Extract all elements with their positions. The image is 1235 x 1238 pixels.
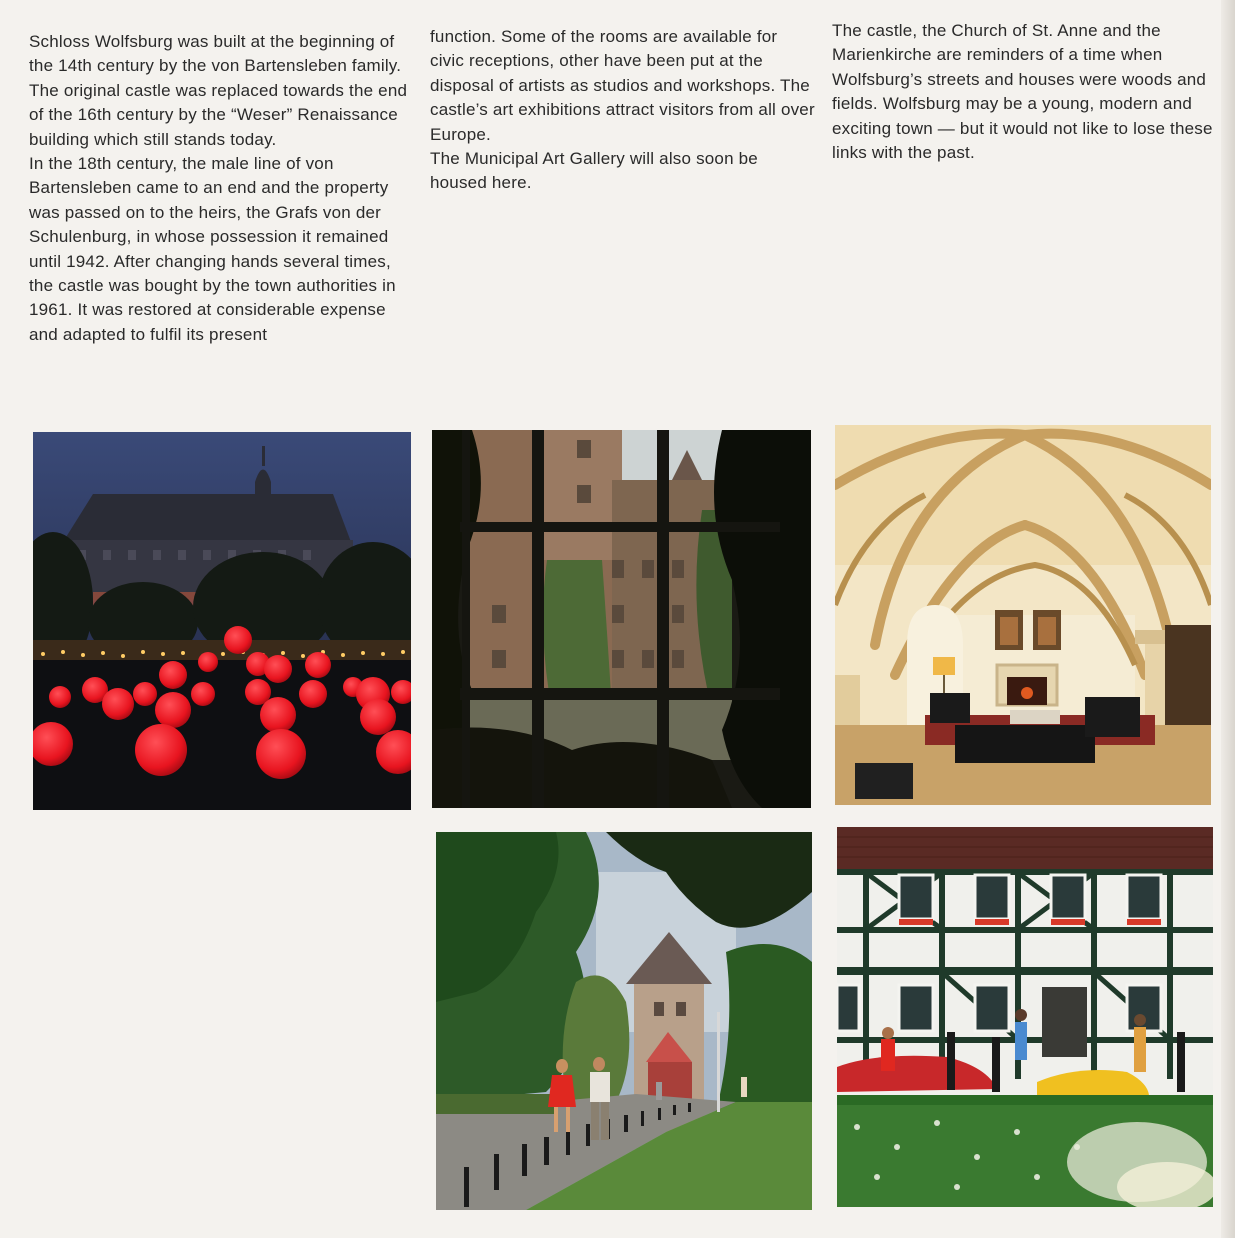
couple-walking-tower-path-photo <box>436 832 812 1210</box>
vaulted-hall-interior-photo <box>835 425 1211 805</box>
castle-courtyard-through-window-photo <box>432 430 811 808</box>
paragraph: In the 18th century, the male line of von Bartensleben came to an end and the property was passed on to the heirs, the Grafs von der Schulenburg, in whose possession it remained until 1942. After changing hands several times, the castle was bought by the town authorities in 1961. It was restored at considerable expense and adapted to fulfil its present <box>29 154 396 344</box>
text-column-3 <box>832 19 1217 165</box>
paragraph: function. Some of the rooms are available for civic receptions, other have been put at the disposal of artists as studios and workshops. The castle’s art exhibitions attract visitors from all over Europe. <box>430 27 815 144</box>
half-timbered-house-photo <box>837 827 1213 1207</box>
page-edge-shadow <box>1221 0 1235 1238</box>
text-column-1 <box>29 30 414 347</box>
paragraph: The castle, the Church of St. Anne and the Marienkirche are reminders of a time when Wolfsburg’s streets and houses were woods and fields. Wolfsburg may be a young, modern and exciting town — but it would not like to lose these links with the past. <box>832 21 1213 163</box>
paragraph: Schloss Wolfsburg was built at the beginning of the 14th century by the von Bartensleben family. The original castle was replaced towards the end of the 16th century by the “Weser” Renaissance building which still stands today. <box>29 32 408 149</box>
castle-at-dusk-red-lanterns-photo <box>33 432 411 810</box>
paragraph: The Municipal Art Gallery will also soon be housed here. <box>430 149 758 193</box>
text-column-2 <box>430 25 815 196</box>
